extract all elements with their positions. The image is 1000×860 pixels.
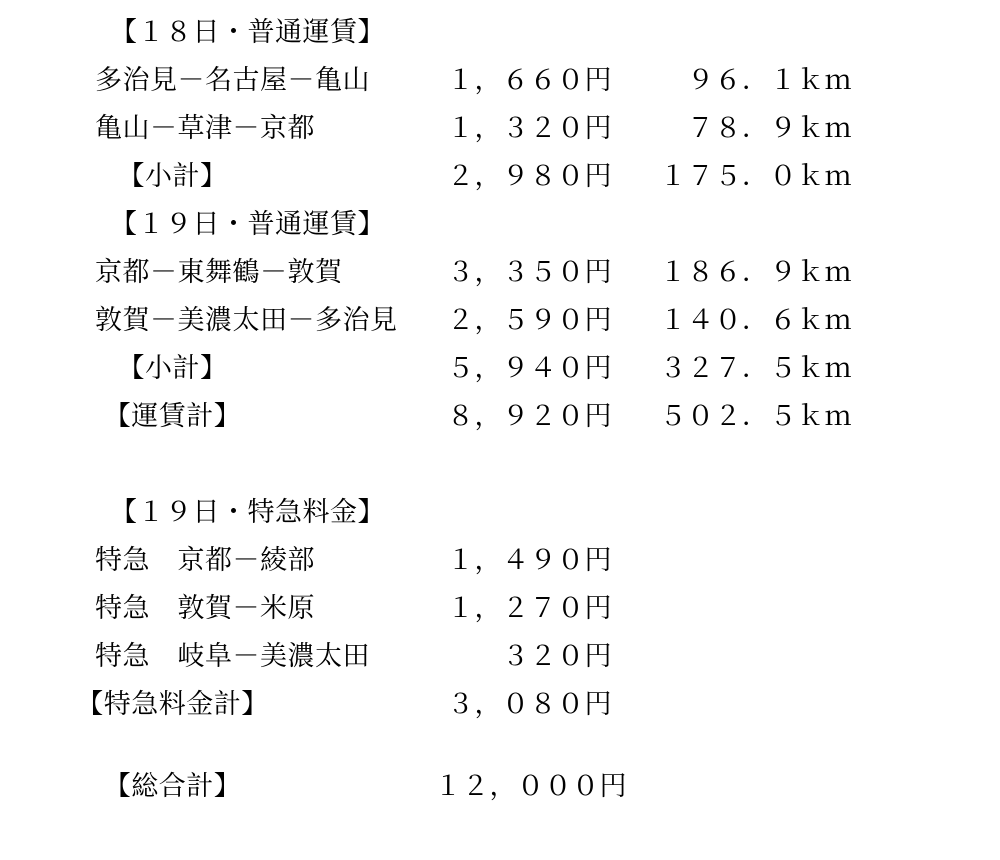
route-label: 京都－東舞鶴－敦賀: [95, 257, 343, 287]
subtotal-distance: ３２７．５ｋｍ: [659, 353, 852, 383]
fare-amount: ２，５９０円: [447, 305, 612, 335]
subtotal-distance: １７５．０ｋｍ: [659, 161, 852, 191]
section-heading: 【１９日・特急料金】: [110, 497, 385, 527]
fare-amount: １，６６０円: [447, 65, 612, 95]
fare-row: [0, 106, 1000, 154]
fare-distance: ７８．９ｋｍ: [687, 113, 852, 143]
route-label: 特急 岐阜－美濃太田: [95, 641, 370, 671]
express-row: [0, 538, 1000, 586]
express-row: [0, 586, 1000, 634]
section-spacer: [0, 442, 1000, 490]
grand-total-amount: １２，０００円: [434, 771, 627, 801]
route-label: 敦賀－美濃太田－多治見: [95, 305, 398, 335]
subtotal-amount: ２，９８０円: [447, 161, 612, 191]
section-day19-express-charge: [0, 490, 1000, 730]
subtotal-row: [0, 346, 1000, 394]
express-total-label: 【特急料金計】: [76, 689, 269, 719]
section-heading: 【１８日・普通運賃】: [110, 17, 385, 47]
subtotal-label: 【小計】: [117, 353, 228, 383]
route-label: 多治見－名古屋－亀山: [95, 65, 370, 95]
fare-amount: ３，３５０円: [447, 257, 612, 287]
express-total-amount: ３，０８０円: [447, 689, 612, 719]
fare-distance: ９６．１ｋｍ: [687, 65, 852, 95]
fare-total-amount: ８，９２０円: [447, 401, 612, 431]
fare-distance: １４０．６ｋｍ: [659, 305, 852, 335]
route-label: 特急 京都－綾部: [95, 545, 315, 575]
section-heading: 【１９日・普通運賃】: [110, 209, 385, 239]
route-label: 特急 敦賀－米原: [95, 593, 315, 623]
route-label: 亀山－草津－京都: [95, 113, 315, 143]
subtotal-row: [0, 154, 1000, 202]
fare-row: [0, 250, 1000, 298]
section-day18-normal-fare: [0, 10, 1000, 202]
fare-amount: １，３２０円: [447, 113, 612, 143]
fare-row: [0, 58, 1000, 106]
grand-total-label: 【総合計】: [103, 771, 242, 801]
fare-total-row: [0, 394, 1000, 442]
grand-total-spacer: [0, 730, 1000, 764]
express-row: [0, 634, 1000, 682]
fare-distance: １８６．９ｋｍ: [659, 257, 852, 287]
subtotal-label: 【小計】: [117, 161, 228, 191]
fare-row: [0, 298, 1000, 346]
subtotal-amount: ５，９４０円: [447, 353, 612, 383]
express-amount: ３２０円: [502, 641, 612, 671]
fare-total-label: 【運賃計】: [103, 401, 242, 431]
express-amount: １，２７０円: [447, 593, 612, 623]
grand-total-row: [0, 764, 1000, 812]
section-day19-normal-fare: [0, 202, 1000, 442]
express-amount: １，４９０円: [447, 545, 612, 575]
express-total-row: [0, 682, 1000, 730]
fare-total-distance: ５０２．５ｋｍ: [659, 401, 852, 431]
